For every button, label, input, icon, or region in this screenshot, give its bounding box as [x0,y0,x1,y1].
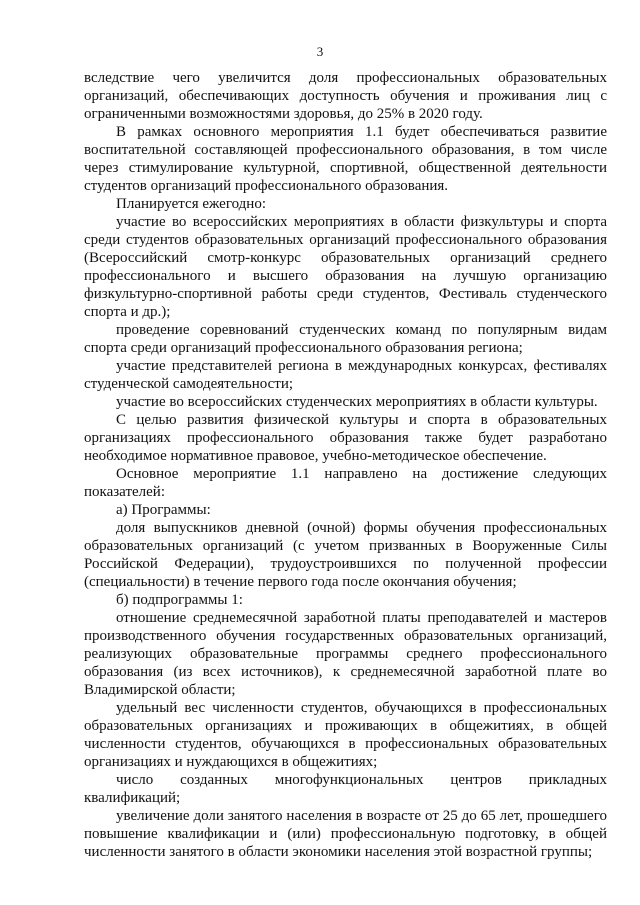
paragraph: С целью развития физической культуры и спорта в образовательных организациях профессионального образования также будет разработано необходимое нормативное правовое, учебно-методическое обеспечение. [84,412,607,464]
paragraph: увеличение доли занятого населения в возрасте от 25 до 65 лет, прошедшего повышение квалификации и (или) профессиональную подготовку, в общей численности занятого в области экономики населения этой возрастной группы; [84,808,607,860]
document-body [84,69,607,861]
paragraph: проведение соревнований студенческих команд по популярным видам спорта среди организаций профессионального образования региона; [84,322,607,356]
paragraph: В рамках основного мероприятия 1.1 будет обеспечиваться развитие воспитательной составляющей профессионального образования, в том числе через стимулирование культурной, спортивной, общественной деятельности студентов организаций профессионального образования. [84,124,607,194]
paragraph: участие представителей региона в международных конкурсах, фестивалях студенческой самодеятельности; [84,358,607,392]
page-number: 3 [316,44,324,59]
paragraph: удельный вес численности студентов, обучающихся в профессиональных образовательных организациях и проживающих в общежитиях, в общей численности студентов, обучающихся в профессиональных образовательных организациях и нуждающихся в общежитиях; [84,700,607,770]
paragraph: а) Программы: [116,502,211,518]
paragraph: участие во всероссийских студенческих мероприятиях в области культуры. [116,394,598,410]
paragraph: число созданных многофункциональных центров прикладных квалификаций; [84,772,607,806]
paragraph: б) подпрограммы 1: [116,592,243,608]
paragraph: Планируется ежегодно: [116,196,266,212]
paragraph: Основное мероприятие 1.1 направлено на достижение следующих показателей: [84,466,607,500]
paragraph: участие во всероссийских мероприятиях в области физкультуры и спорта среди студентов образовательных организаций профессионального образования (Всероссийский смотр-конкурс образовательных организаций среднего профессионального и высшего образования на лучшую организацию физкультурно-спортивной работы среди студентов, Фестиваль студенческого спорта и др.); [84,214,607,320]
paragraph: доля выпускников дневной (очной) формы обучения профессиональных образовательных организаций (с учетом призванных в Вооруженные Силы Российской Федерации), трудоустроившихся по полученной профессии (специальности) в течение первого года после окончания обучения; [84,520,607,590]
paragraph: вследствие чего увеличится доля профессиональных образовательных организаций, обеспечивающих доступность обучения и проживания лиц с ограниченными возможностями здоровья, до 25% в 2020 году. [84,70,607,122]
paragraph: отношение среднемесячной заработной платы преподавателей и мастеров производственного обучения государственных образовательных организаций, реализующих образовательные программы среднего профессионального образования (из всех источников), к среднемесячной заработной плате во Владимирской области; [84,610,607,698]
